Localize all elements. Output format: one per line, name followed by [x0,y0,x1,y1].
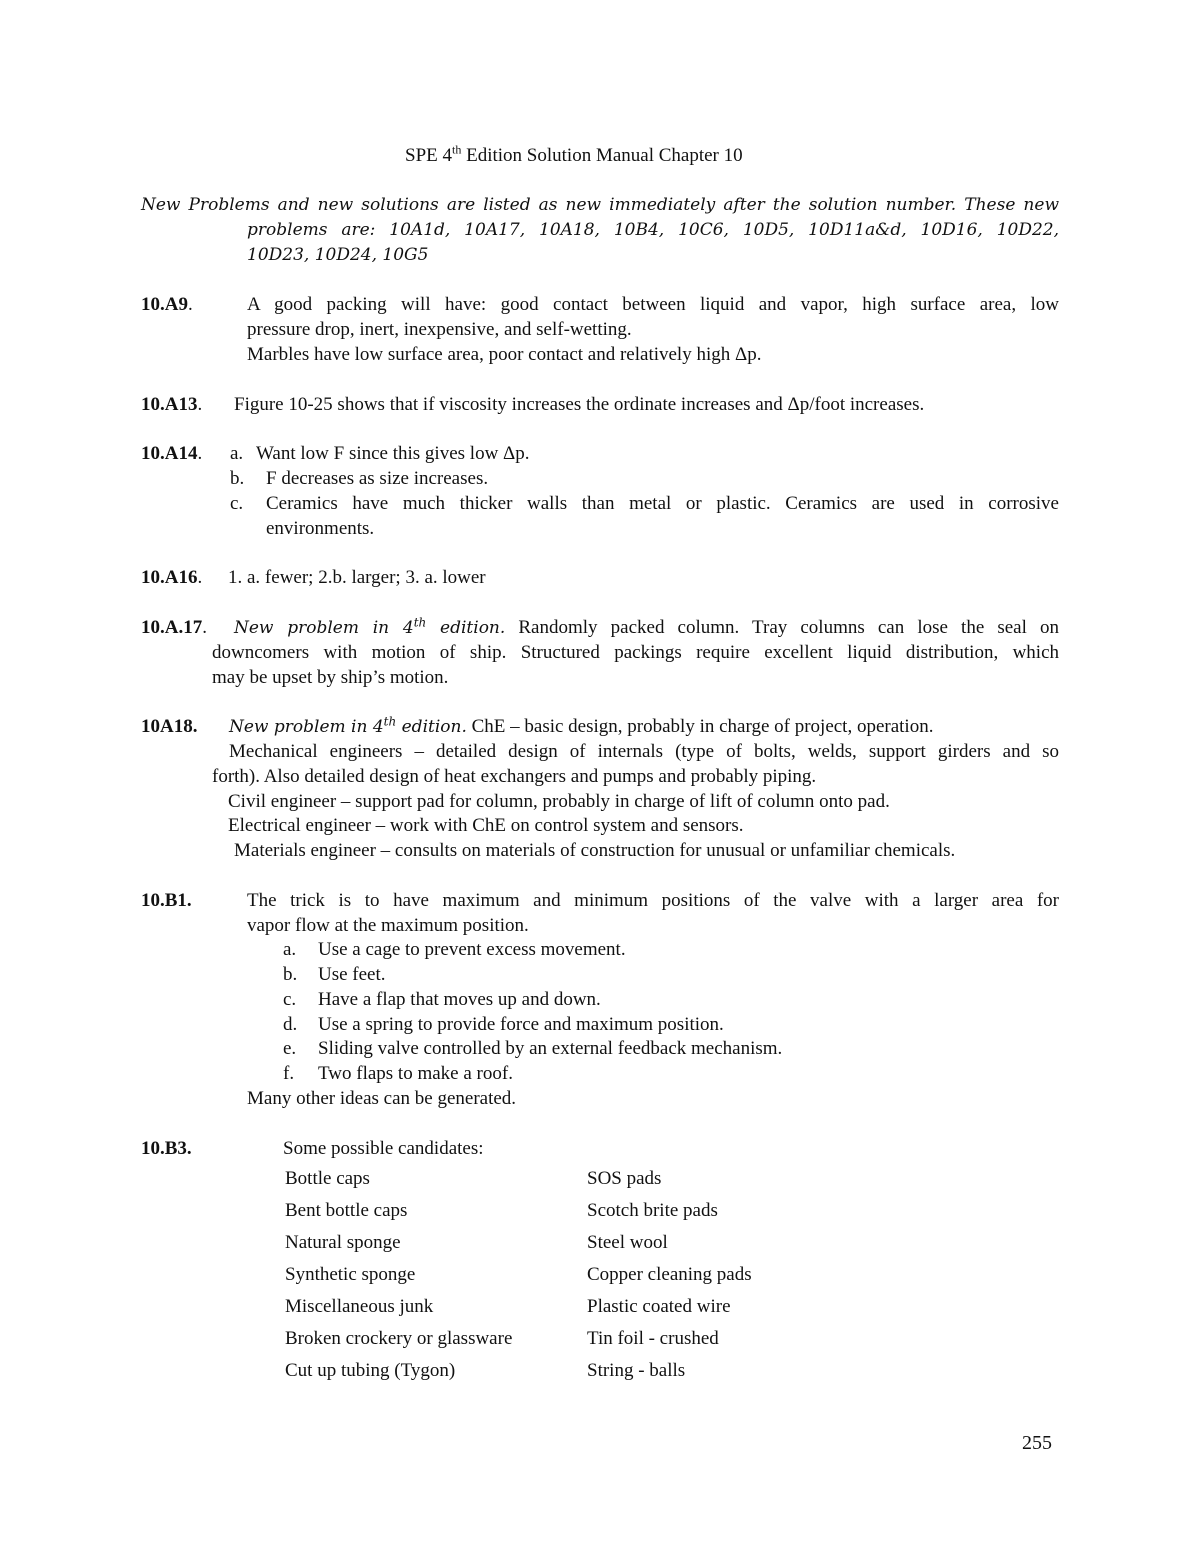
problem-number-a14: 10.A14. [141,443,203,464]
b3-candidates-left [285,1163,512,1387]
candidate-item: Synthetic sponge [285,1264,416,1285]
candidate-item: Miscellaneous junk [285,1296,434,1317]
problem-number-a9: 10.A9. [141,294,193,315]
problem-number-b3: 10.B3. [141,1138,192,1159]
a18-line-5: Electrical engineer – work with ChE on control system and sensors. [228,815,744,836]
a18-line-3: forth). Also detailed design of heat exchangers and pumps and probably piping. [212,766,817,787]
a14-label-b: b. [230,468,245,489]
problem-number-a13: 10.A13. [141,394,203,415]
a14-text-a: Want low F since this gives low Δp. [256,443,530,464]
b1-line-1: The trick is to have maximum and minimum positions of the valve with a larger area for [247,890,1059,911]
problem-number-b1: 10.B1. [141,890,192,911]
candidate-item: Bottle caps [285,1168,370,1189]
title-sup: th [452,142,462,157]
candidate-item: Plastic coated wire [587,1296,731,1317]
b1-item-label: d. [283,1014,298,1035]
candidate-item: Steel wool [587,1232,668,1253]
a9-line-1: A good packing will have: good contact between liquid and vapor, high surface area, low [247,294,1059,315]
problem-number-a16: 10.A16. [141,567,203,588]
title-pre: SPE 4 [405,145,452,166]
page-number: 255 [1022,1432,1052,1454]
candidate-item: Natural sponge [285,1232,401,1253]
b1-item-text: Have a flap that moves up and down. [318,989,601,1010]
b1-item-label: b. [283,964,298,985]
b1-item-label: a. [283,939,297,960]
candidate-item: Tin foil - crushed [587,1328,719,1349]
intro-line-3: 10D23, 10D24, 10G5 [247,245,429,265]
a17-line-3: may be upset by ship’s motion. [212,667,449,688]
a14-text-b: F decreases as size increases. [266,468,489,489]
a14-label-a: a. [230,443,244,464]
b1-item-text: Use a spring to provide force and maximum position. [318,1014,724,1035]
title-post: Edition Solution Manual Chapter 10 [461,145,743,166]
a18-line-1 [229,714,933,740]
page-title [405,143,743,168]
a17-line-2: downcomers with motion of ship. Structured packings require excellent liquid distribution, which [212,642,1059,663]
candidate-item: String - balls [587,1360,686,1381]
b1-closing: Many other ideas can be generated. [247,1088,517,1109]
b1-item-label: f. [283,1063,295,1084]
a14-text-c-line-1: Ceramics have much thicker walls than metal or plastic. Ceramics are used in corrosive [266,493,1059,514]
candidate-item: Bent bottle caps [285,1200,408,1221]
a17-line-1 [234,615,1059,641]
intro-line-1: New Problems and new solutions are listed as new immediately after the solution number. These new [141,195,1059,215]
problem-number-a17: 10.A.17. [141,617,207,638]
a18-line-1-text: ChE – basic design, probably in charge of project, operation. [466,716,934,737]
b1-item-label: e. [283,1038,297,1059]
b3-candidates-right [587,1163,752,1387]
problem-number-a18: 10A18. [141,716,198,737]
a14-text-c-line-2: environments. [266,518,375,539]
a17-line-1-text: Randomly packed column. Tray columns can lose the seal on [505,617,1059,638]
b1-item-text: Two flaps to make a roof. [318,1063,513,1084]
b1-item-text: Use a cage to prevent excess movement. [318,939,626,960]
a18-line-6: Materials engineer – consults on materials of construction for unusual or unfamiliar chemicals. [234,840,956,861]
a16-text: 1. a. fewer; 2.b. larger; 3. a. lower [228,567,486,588]
intro-line-2: problems are: 10A1d, 10A17, 10A18, 10B4, 10C6, 10D5, 10D11a&d, 10D16, 10D22, [247,220,1059,240]
candidate-item: Copper cleaning pads [587,1264,752,1285]
a17-new-label: New problem in 4th edition. [234,615,506,638]
a9-line-3: Marbles have low surface area, poor contact and relatively high Δp. [247,344,762,365]
b1-item-text: Use feet. [318,964,386,985]
a13-text: Figure 10-25 shows that if viscosity increases the ordinate increases and Δp/foot increases. [234,394,925,415]
candidate-item: SOS pads [587,1168,662,1189]
a18-new-label: New problem in 4th edition. [229,714,467,737]
a18-line-4: Civil engineer – support pad for column, probably in charge of lift of column onto pad. [228,791,890,812]
b1-item-label: c. [283,989,297,1010]
a14-label-c: c. [230,493,244,514]
candidate-item: Broken crockery or glassware [285,1328,513,1349]
b1-line-2: vapor flow at the maximum position. [247,915,529,936]
candidate-item: Cut up tubing (Tygon) [285,1360,456,1381]
b3-intro: Some possible candidates: [283,1138,484,1159]
b1-item-text: Sliding valve controlled by an external feedback mechanism. [318,1038,783,1059]
a9-line-2: pressure drop, inert, inexpensive, and self-wetting. [247,319,632,340]
a18-line-2: Mechanical engineers – detailed design of internals (type of bolts, welds, support girders and so [229,741,1059,762]
candidate-item: Scotch brite pads [587,1200,718,1221]
